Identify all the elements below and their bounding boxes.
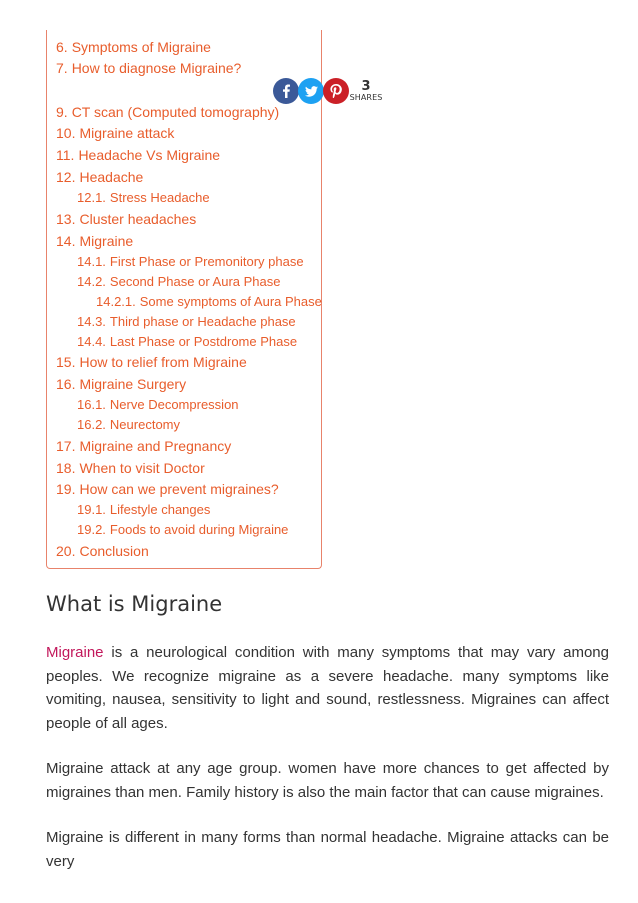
toc-item[interactable]: [77, 522, 288, 538]
share-count-number: 3: [361, 79, 371, 94]
toc-item-label: How to relief from Migraine: [79, 354, 247, 370]
paragraph-1: [46, 641, 609, 735]
migraine-link[interactable]: Migraine: [46, 644, 104, 661]
toc-item[interactable]: [77, 502, 210, 518]
toc-item-number: 9.: [56, 104, 68, 120]
toc-item-label: Lifestyle changes: [109, 502, 211, 517]
toc-item-number: 14.4.: [77, 334, 106, 349]
toc-item-number: 20.: [56, 543, 76, 559]
toc-item[interactable]: [77, 274, 280, 290]
toc-item[interactable]: [77, 417, 180, 433]
toc-item-label: Stress Headache: [109, 190, 210, 205]
toc-item[interactable]: [56, 543, 149, 559]
toc-item[interactable]: [56, 481, 279, 497]
toc-item-label: Cluster headaches: [79, 211, 197, 227]
toc-item-number: 14.2.1.: [96, 294, 136, 309]
toc-item-label: Nerve Decompression: [109, 397, 239, 412]
toc-item-label: Some symptoms of Aura Phase: [139, 294, 322, 309]
toc-item[interactable]: [56, 376, 186, 392]
toc-item-label: Foods to avoid during Migraine: [109, 522, 289, 537]
toc-item-number: 11.: [56, 147, 75, 163]
toc-item-label: Third phase or Headache phase: [109, 314, 296, 329]
section-heading: What is Migraine: [46, 592, 223, 616]
toc-item[interactable]: [56, 438, 231, 454]
toc-item[interactable]: [56, 354, 247, 370]
toc-item-label: Headache Vs Migraine: [78, 147, 221, 163]
share-count-label: SHARES: [349, 93, 383, 102]
paragraph-1-text: is a neurological condition with many symptoms that may vary among peoples. We recognize migraine as a severe headache. many symptoms like vomiting, nausea, sensitivity to light and sound, restlessness. Migraines can affect people of all ages.: [46, 644, 609, 732]
toc-item-number: 13.: [56, 211, 76, 227]
toc-item[interactable]: [56, 460, 205, 476]
toc-item[interactable]: [56, 39, 211, 55]
toc-item[interactable]: [56, 147, 220, 163]
toc-item[interactable]: [77, 397, 239, 413]
toc-item-label: Symptoms of Migraine: [71, 39, 211, 55]
twitter-share-button[interactable]: [298, 78, 324, 104]
toc-item-number: 6.: [56, 39, 68, 55]
toc-item-label: Conclusion: [79, 543, 149, 559]
toc-item-number: 12.1.: [77, 190, 106, 205]
toc-item-number: 7.: [56, 60, 68, 76]
toc-item-label: Migraine: [79, 233, 134, 249]
toc-item-label: Migraine and Pregnancy: [79, 438, 232, 454]
toc-item[interactable]: [56, 169, 143, 185]
paragraph-2: Migraine attack at any age group. women have more chances to get affected by migraines than men. Family history is also the main factor that can cause migraines.: [46, 760, 609, 801]
toc-item-number: 12.: [56, 169, 76, 185]
toc-item[interactable]: [96, 294, 322, 310]
toc-item[interactable]: [77, 190, 210, 206]
pinterest-share-button[interactable]: [323, 78, 349, 104]
toc-item-number: 15.: [56, 354, 76, 370]
share-count: [348, 80, 384, 103]
toc-item-label: When to visit Doctor: [79, 460, 205, 476]
toc-item-number: 19.: [56, 481, 76, 497]
facebook-share-button[interactable]: [273, 78, 299, 104]
toc-item[interactable]: [77, 314, 296, 330]
toc-item-label: CT scan (Computed tomography): [71, 104, 280, 120]
toc-item[interactable]: [56, 233, 133, 249]
toc-item-number: 14.3.: [77, 314, 106, 329]
pinterest-icon: [330, 84, 342, 98]
toc-item-label: Migraine attack: [79, 125, 175, 141]
toc-item-number: 18.: [56, 460, 76, 476]
toc-item[interactable]: [56, 60, 241, 76]
toc-item-number: 14.2.: [77, 274, 106, 289]
toc-item-number: 10.: [56, 125, 76, 141]
toc-item-number: 19.1.: [77, 502, 106, 517]
toc-item-number: 16.2.: [77, 417, 106, 432]
toc-item-label: Migraine Surgery: [79, 376, 187, 392]
toc-item-label: How can we prevent migraines?: [79, 481, 279, 497]
toc-item-number: 14.: [56, 233, 76, 249]
toc-item-number: 17.: [56, 438, 76, 454]
toc-item[interactable]: [56, 104, 279, 120]
toc-item-number: 16.: [56, 376, 76, 392]
toc-item[interactable]: [77, 334, 297, 350]
facebook-icon: [281, 84, 291, 98]
toc-item[interactable]: [56, 125, 174, 141]
toc-item-label: Neurectomy: [109, 417, 180, 432]
toc-item-number: 19.2.: [77, 522, 106, 537]
twitter-icon: [305, 86, 318, 97]
toc-item[interactable]: [77, 254, 304, 270]
toc-item-number: 16.1.: [77, 397, 106, 412]
toc-item-label: First Phase or Premonitory phase: [109, 254, 304, 269]
toc-item-label: Second Phase or Aura Phase: [109, 274, 281, 289]
toc-item-label: Headache: [79, 169, 144, 185]
toc-item-number: 14.1.: [77, 254, 106, 269]
toc-item-label: How to diagnose Migraine?: [71, 60, 242, 76]
toc-item-label: Last Phase or Postdrome Phase: [109, 334, 298, 349]
toc-item[interactable]: [56, 211, 196, 227]
paragraph-3: Migraine is different in many forms than normal headache. Migraine attacks can be very: [46, 829, 609, 870]
